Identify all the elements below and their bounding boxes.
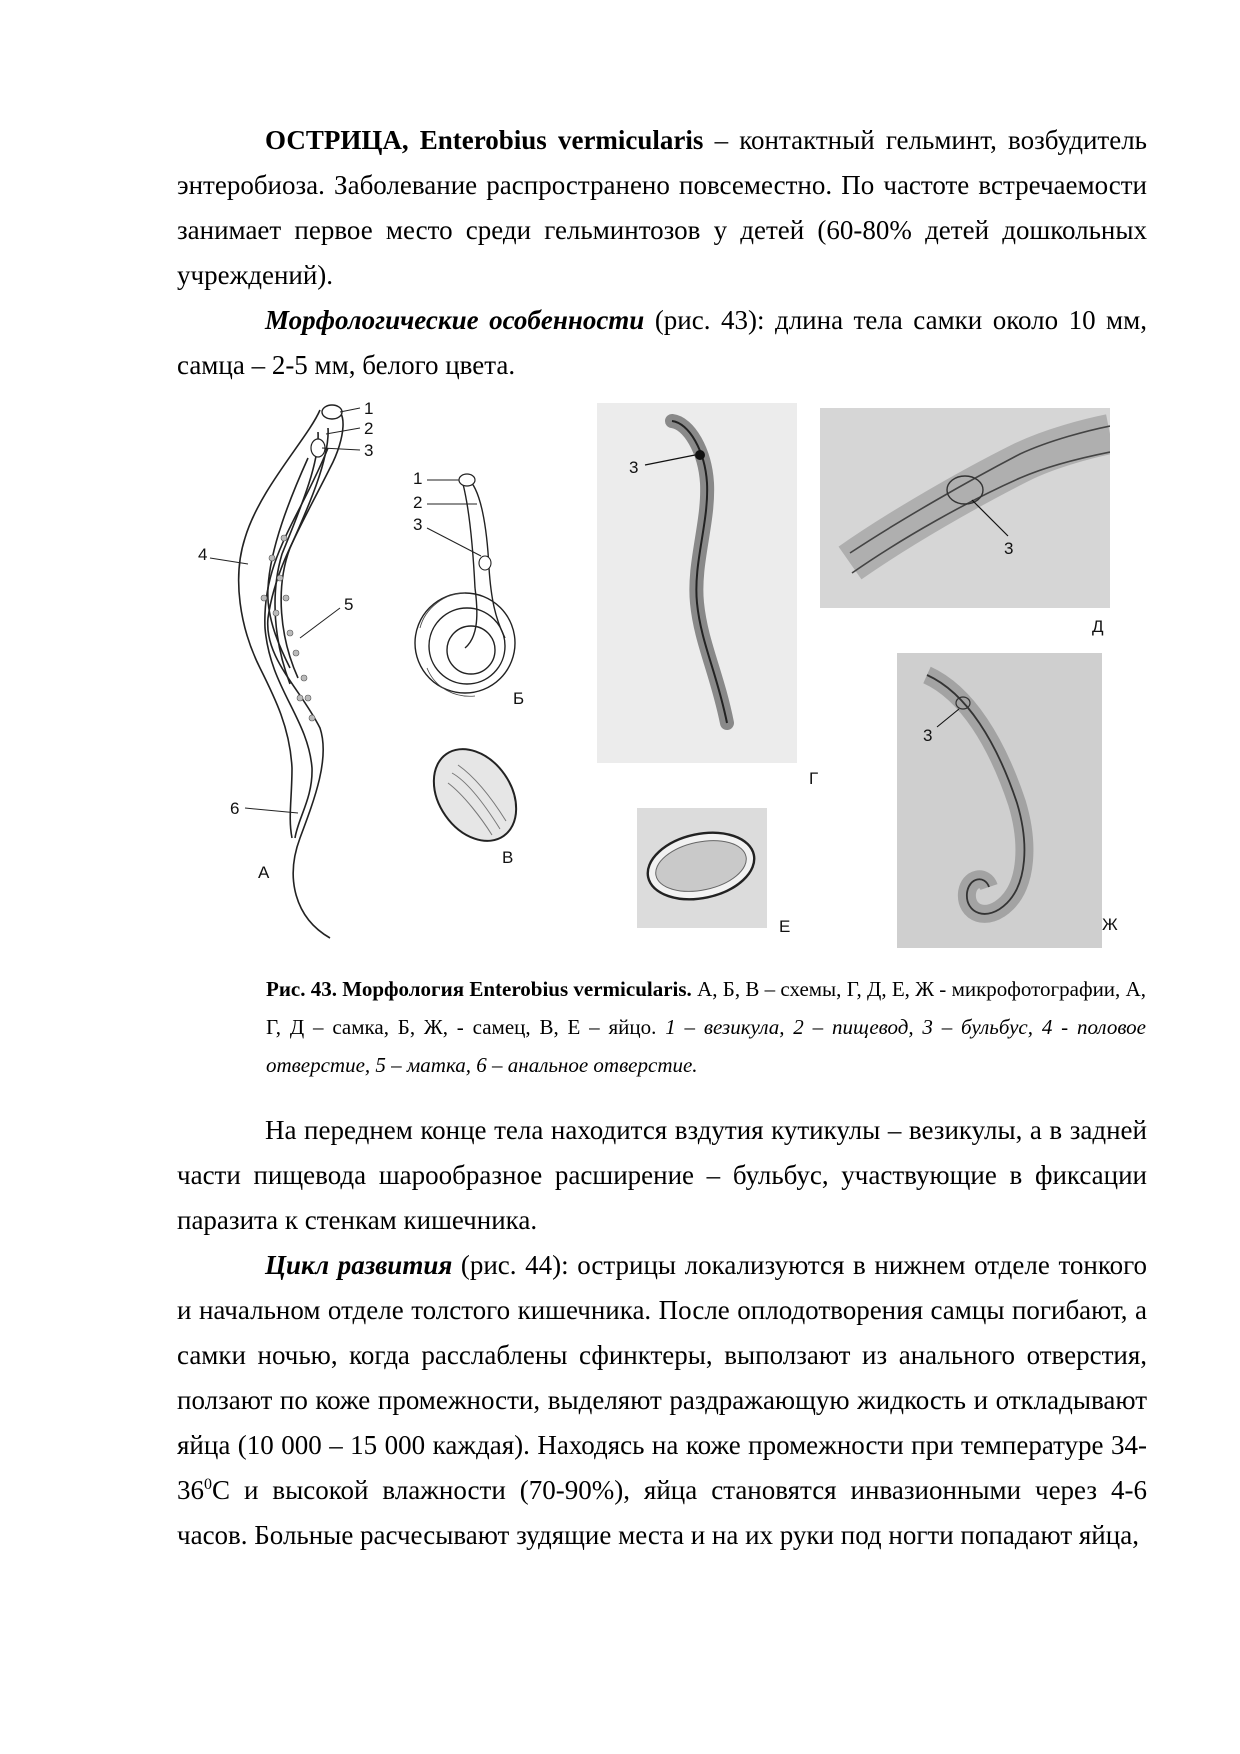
- paragraph-life-cycle: [177, 1243, 1147, 1558]
- label-b-2: 2: [413, 493, 423, 512]
- label-b-1: 1: [413, 469, 423, 488]
- panel-g-female-micrograph: [597, 403, 797, 763]
- caption-text: А, Б, В – схемы, Г, Д, Е, Ж - микрофотографии, А, Г, Д – самка, Б, Ж, - самец, В, Е – яйцо.: [266, 977, 1146, 1039]
- paragraph-intro: [177, 118, 1147, 298]
- intro-text: – контактный гельминт, возбудитель энтеробиоза. Заболевание распространено повсеместно. По частоте встречаемости занимает первое место среди гельминтозов у детей (60-80% детей дошкольных учреждений).: [177, 125, 1147, 290]
- panel-label-a: А: [258, 863, 270, 882]
- figure-caption: [266, 970, 1146, 1084]
- label-d-3: 3: [1004, 539, 1014, 558]
- panel-b-male-scheme: [405, 468, 535, 708]
- panel-v-egg-scheme: [430, 743, 540, 873]
- panel-label-zh: Ж: [1102, 915, 1118, 934]
- panel-label-b: Б: [513, 689, 525, 708]
- label-1: 1: [364, 399, 374, 418]
- caption-legend: 1 – везикула, 2 – пищевод, 3 – бульбус, 4 - половое отверстие, 5 – матка, 6 – анальное отверстие.: [266, 1015, 1147, 1077]
- panel-label-v: В: [502, 848, 514, 867]
- life-cycle-text-a: (рис. 44): острицы локализуются в нижнем отделе тонкого и начальном отделе толстого кишечника. После оплодотворения самцы погибают, а самки ночью, когда расслаблены сфинктеры, выползают из анального отверстия, ползают по коже промежности, выделяют раздражающую жидкость и откладывают яйца (10 000 – 15 000 каждая). Находясь на коже промежности при температуре 34-36: [177, 1250, 1147, 1505]
- paragraph-morphology: [177, 298, 1147, 388]
- label-b-3: 3: [413, 515, 423, 534]
- panel-label-d-box: [1088, 608, 1118, 638]
- panel-label-g-box: [805, 760, 835, 790]
- figure-43: [180, 398, 1140, 968]
- heading-pinworm: ОСТРИЦА, Enterobius vermicularis: [265, 125, 704, 155]
- morphology-text: (рис. 43): длина тела самки около 10 мм, самца – 2-5 мм, белого цвета.: [177, 305, 1147, 380]
- life-cycle-text-b: С и высокой влажности (70-90%), яйца становятся инвазионными через 4-6 часов. Больные расчесывают зудящие места и на их руки под ногти попадают яйца,: [177, 1475, 1147, 1550]
- panel-label-zh-box: [1102, 906, 1132, 936]
- panel-label-d: Д: [1092, 617, 1104, 636]
- label-5: 5: [344, 595, 354, 614]
- panel-e-egg-micrograph: [637, 808, 767, 928]
- degree-sup: 0: [204, 1476, 212, 1493]
- heading-morphology: Морфологические особенности: [265, 305, 645, 335]
- panel-d-head-micrograph: [820, 408, 1110, 608]
- panel-a-female-scheme: [180, 398, 423, 968]
- label-zh-3: 3: [923, 726, 933, 745]
- label-g-3: 3: [629, 458, 639, 477]
- panel-label-e-box: [775, 908, 805, 938]
- label-2: 2: [364, 419, 374, 438]
- panel-label-g: Г: [809, 769, 819, 788]
- panel-zh-male-micrograph: [897, 653, 1102, 948]
- caption-title: Рис. 43. Морфология Enterobius vermicularis.: [266, 977, 692, 1001]
- label-3: 3: [364, 441, 374, 460]
- label-6: 6: [230, 799, 240, 818]
- label-4: 4: [198, 545, 208, 564]
- vesicles-text: На переднем конце тела находится вздутия кутикулы – везикулы, а в задней части пищевода шарообразное расширение – бульбус, участвующие в фиксации паразита к стенкам кишечника.: [177, 1115, 1147, 1235]
- panel-label-e: Е: [779, 917, 791, 936]
- heading-life-cycle: Цикл развития: [265, 1250, 453, 1280]
- paragraph-vesicles: [177, 1108, 1147, 1243]
